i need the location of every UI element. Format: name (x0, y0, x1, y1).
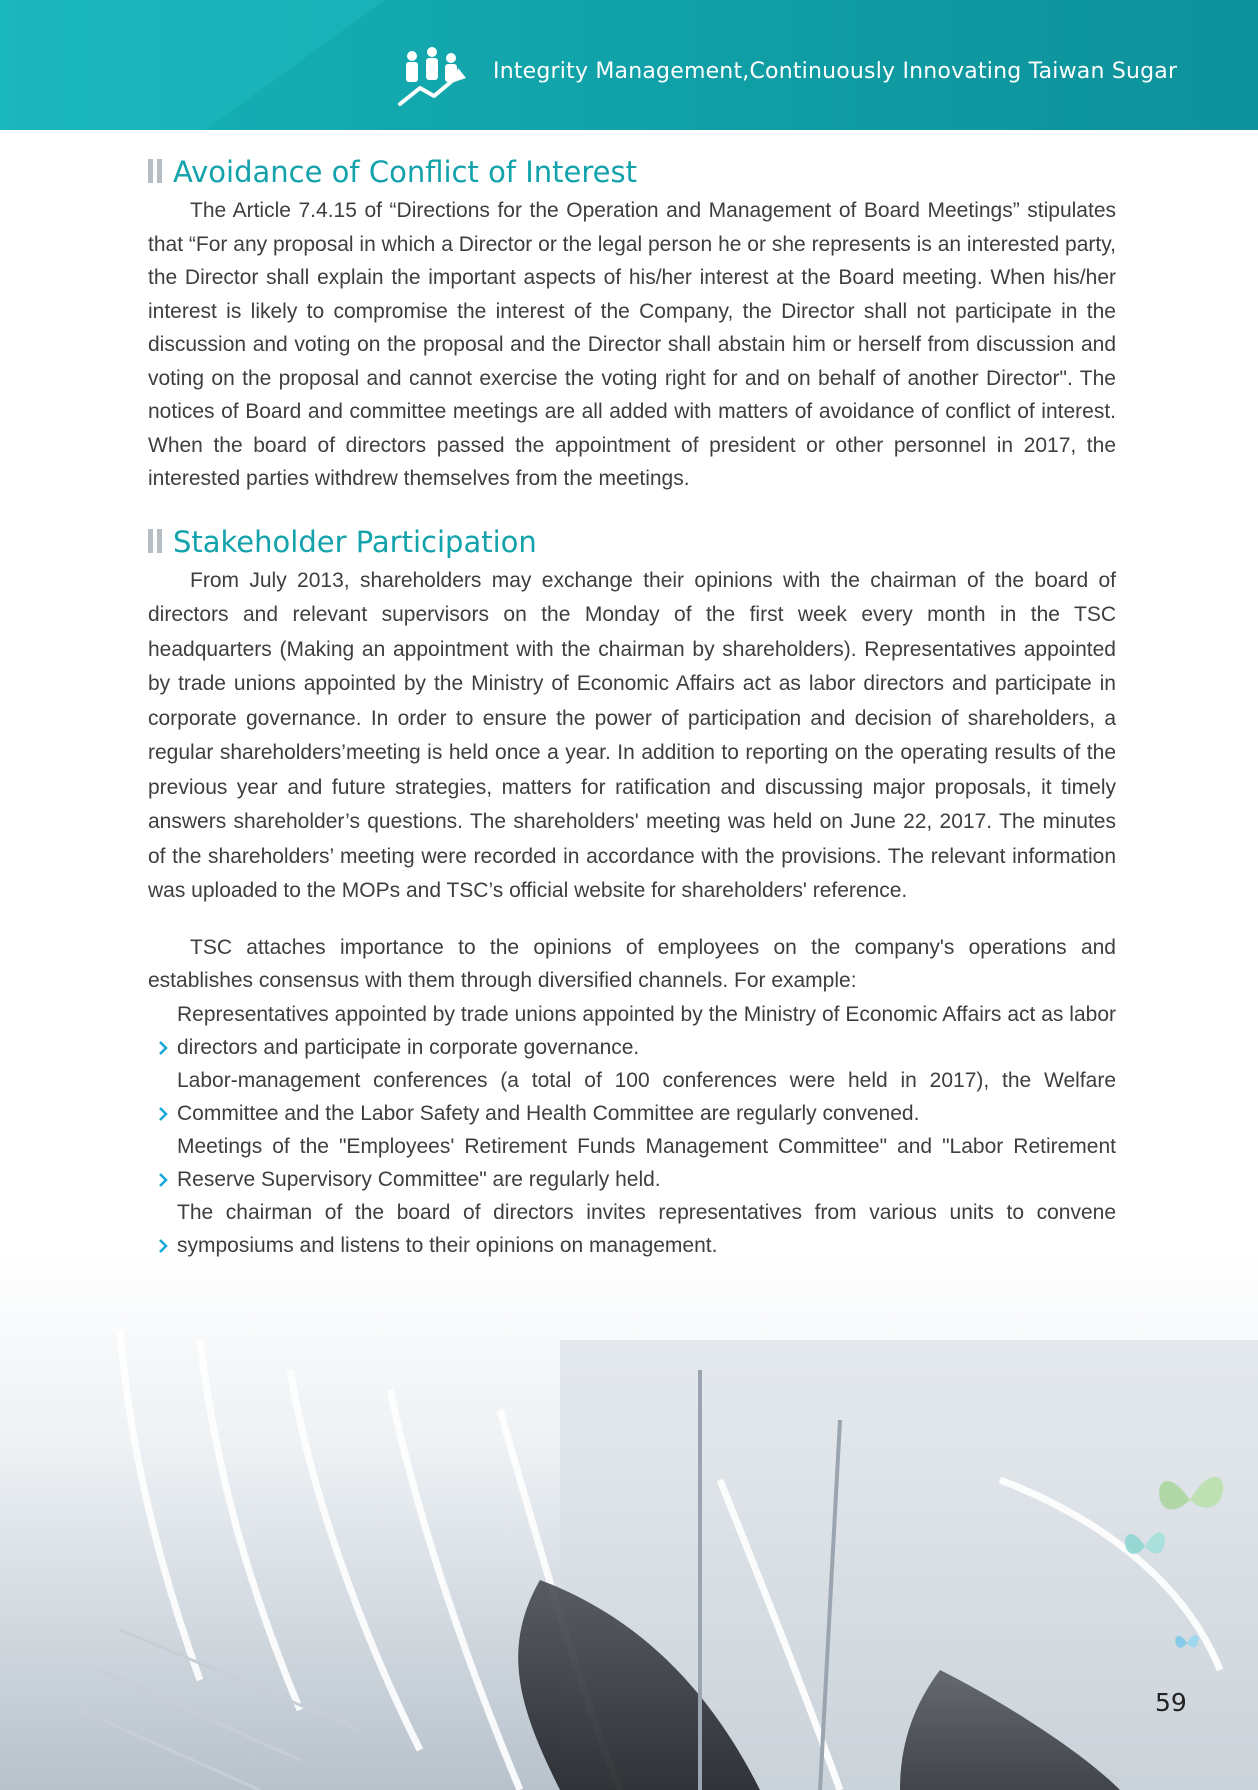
page-number: 59 (1155, 1688, 1187, 1717)
section-heading (148, 150, 1116, 194)
section-bar-icon (148, 529, 162, 553)
paragraph: The Article 7.4.15 of “Directions for the Operation and Management of Board Meetings” stipulates that “For any proposal in which a Director or the legal person he or she represents is an interested party, the Director shall explain the important aspects of his/her interest at the Board meeting. When his/her interest is likely to compromise the interest of the Company, the Director shall not participate in the discussion and voting on the proposal and the Director shall abstain him or herself from discussion and voting on the proposal and cannot exercise the voting right for and on behalf of another Director". The notices of Board and committee meetings are all added with matters of avoidance of conflict of interest. When the board of directors passed the appointment of president or other personnel in 2017, the interested parties withdrew themselves from the meetings. (148, 199, 1116, 490)
paragraph: TSC attaches importance to the opinions of employees on the company's operations and establishes consensus with them through diversified channels. For example: (148, 935, 1116, 992)
list-item (148, 998, 1116, 1064)
page-content (148, 150, 1116, 1262)
butterfly-icon (1172, 1628, 1202, 1656)
page-header (0, 0, 1258, 130)
list-item (148, 1064, 1116, 1130)
chevron-right-icon (158, 1238, 168, 1254)
paragraph: From July 2013, shareholders may exchange their opinions with the chairman of the board of directors and relevant supervisors on the Monday of the first week every month in the TSC headquarters (Making an appointment with the chairman by shareholders). Representatives appointed by trade unions appointed by the Ministry of Economic Affairs act as labor directors and participate in corporate governance. In order to ensure the power of participation and decision of shareholders, a regular shareholders’meeting is held once a year. In addition to reporting on the operating results of the previous year and future strategies, matters for ratification and discussing major proposals, it timely answers shareholder’s questions. The shareholders' meeting was held on June 22, 2017. The minutes of the shareholders’ meeting were recorded in accordance with the provisions. The relevant information was uploaded to the MOPs and TSC’s official website for shareholders' reference. (148, 568, 1116, 902)
section-bar-icon (148, 159, 162, 183)
header-title: Integrity Management,Continuously Innovating Taiwan Sugar (493, 59, 1178, 84)
chevron-right-icon (158, 1172, 168, 1188)
section-heading (148, 520, 1116, 564)
chevron-right-icon (158, 1040, 168, 1056)
chevron-right-icon (158, 1106, 168, 1122)
people-growth-icon (396, 44, 470, 110)
list-item-text: Representatives appointed by trade unions appointed by the Ministry of Economic Affairs act as labor directors and participate in corporate governance. (177, 1002, 1116, 1059)
section-heading-text: Stakeholder Participation (173, 524, 537, 559)
conference-chairs-photo (0, 1250, 1258, 1790)
section-heading-text: Avoidance of Conflict of Interest (173, 155, 637, 189)
list-item-text: The chairman of the board of directors invites representatives from various units to convene symposiums and listens to their opinions on management. (177, 1200, 1116, 1257)
list-item (148, 1196, 1116, 1262)
list-item-text: Meetings of the "Employees' Retirement Funds Management Committee" and "Labor Retirement Reserve Supervisory Committee" are regularly held. (177, 1134, 1116, 1191)
butterfly-icon (1120, 1520, 1170, 1568)
list-item (148, 1130, 1116, 1196)
list-item-text: Labor-management conferences (a total of 100 conferences were held in 2017), the Welfare Committee and the Labor Safety and Health Committee are regularly convened. (177, 1068, 1116, 1125)
bullet-list (148, 998, 1116, 1262)
